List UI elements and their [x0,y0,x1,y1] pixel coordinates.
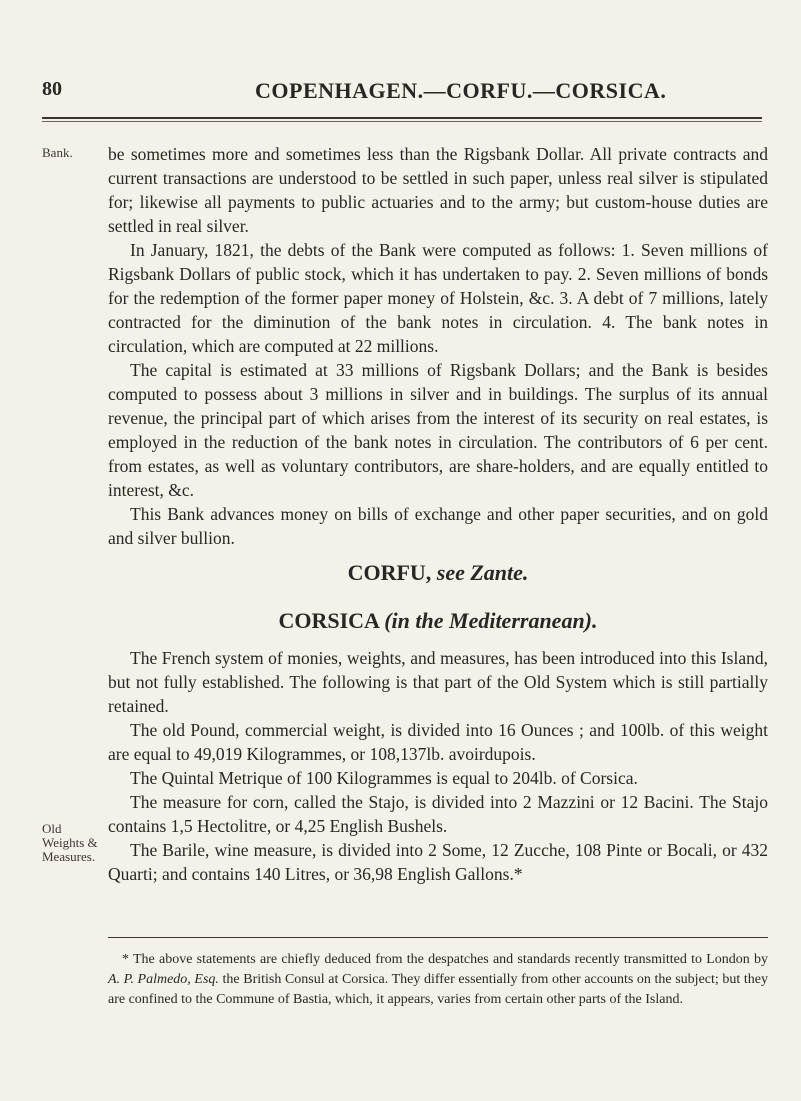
heading-subtitle: (in the Mediterranean). [384,608,598,633]
section-heading-corsica [108,608,768,634]
heading-name: CORFU, [347,560,432,585]
paragraph: The Quintal Metrique of 100 Kilogrammes is equal to 204lb. of Corsica. [130,768,638,788]
paragraph: The old Pound, commercial weight, is divided into 16 Ounces ; and 100lb. of this weight are equal to 49,019 Kilogrammes, or 108,137lb. avoirdupois. [108,720,768,764]
footnote-text: * The above statements are chiefly deduced from the despatches and standards recently transmitted to London by [122,952,768,967]
margin-note-bank: Bank. [42,145,73,160]
footnote-rule [108,937,768,938]
bank-section [108,142,768,550]
page-header [0,78,801,104]
paragraph: The capital is estimated at 33 millions of Rigsbank Dollars; and the Bank is besides computed to possess about 3 millions in silver and in buildings. The surplus of its annual revenue, the principal part of which arises from the interest of its security on real estates, is employed in the reduction of the bank notes in circulation. The contributors of 6 per cent. from estates, as well as voluntary contributors, are share-holders, and are equally entitled to interest, &c. [108,360,768,500]
header-rule [42,117,762,119]
footnote-consul-name: A. P. Palmedo, Esq. [108,972,219,987]
paragraph: In January, 1821, the debts of the Bank were computed as follows: 1. Seven millions of Rigsbank Dollars of public stock, which it has undertaken to pay. 2. Seven millions of bonds for the redemption of the former paper money of Holstein, &c. 3. A debt of 7 millions, lately contracted for the diminution of the bank notes in circulation. 4. The bank notes in circulation, which are computed at 22 millions. [108,240,768,356]
footnote [108,950,768,1010]
heading-name: CORSICA [278,608,379,633]
corsica-section [108,646,768,886]
margin-note-line: Measures. [42,849,96,864]
margin-note-line: Old [42,821,62,836]
paragraph: The French system of monies, weights, and measures, has been introduced into this Island, but not fully established. The following is that part of the Old System which is still partially retained. [108,648,768,716]
paragraph: The Barile, wine measure, is divided into 2 Some, 12 Zucche, 108 Pinte or Bocali, or 432 Quarti; and contains 140 Litres, or 36,98 English Gallons.* [108,840,768,884]
paragraph: The measure for corn, called the Stajo, is divided into 2 Mazzini or 12 Bacini. The Stajo contains 1,5 Hectolitre, or 4,25 English Bushels. [108,792,768,836]
margin-note-line: Weights & [42,835,98,850]
margin-note-old-weights [42,822,98,864]
footnote-text: the British Consul at Corsica. They differ essentially from other accounts on the subject; but they are confined to the Commune of Bastia, which, it appears, varies from certain other parts of the Island. [108,972,768,1007]
section-heading-corfu [108,560,768,586]
page-number: 80 [42,78,62,100]
paragraph: This Bank advances money on bills of exchange and other paper securities, and on gold and silver bullion. [108,504,768,548]
paragraph: be sometimes more and sometimes less than the Rigsbank Dollar. All private contracts and current transactions are understood to be settled in such paper, unless real silver is stipulated for; likewise all payments to public actuaries and to the army; but custom-house duties are settled in real silver. [108,144,768,236]
header-rule-thin [42,121,762,122]
heading-reference: see Zante. [436,560,529,585]
running-title: COPENHAGEN.—CORFU.—CORSICA. [255,78,667,103]
